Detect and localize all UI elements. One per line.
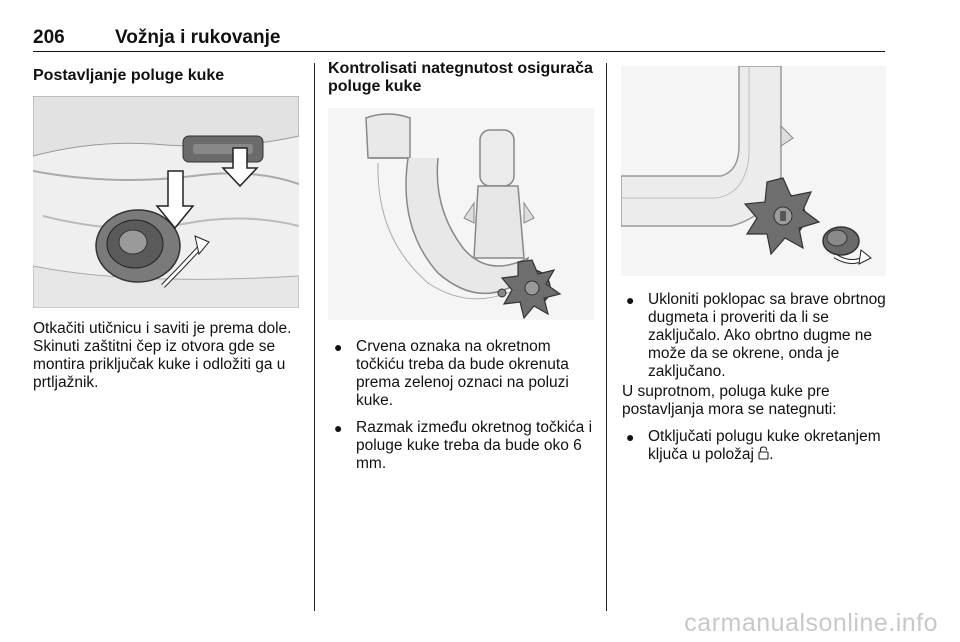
- list-item: ● Otključati polugu kuke okretanjem ključa u položaj .: [626, 428, 881, 463]
- column-1: [33, 60, 299, 85]
- column-divider-right: [606, 63, 607, 611]
- tension-check-list: [330, 338, 596, 482]
- install-paragraph: Otkačiti utičnicu i saviti je prema dole. Skinuti zaštitni čep iz otvora gde se montira priključak kuke i odložiti ga u prtljažnik.: [33, 320, 292, 391]
- unlock-symbol-icon: [758, 446, 769, 463]
- bullet-dot-icon: ●: [626, 292, 635, 308]
- page-header: [33, 25, 885, 52]
- page-number: 206: [33, 27, 65, 48]
- figure-knob-lock-cap: [621, 66, 886, 276]
- watermark: carmanualsonline.info: [684, 609, 938, 637]
- figure-towbar-knob: [328, 108, 594, 320]
- bullet-dot-icon: ●: [334, 339, 343, 355]
- list-item: ● Crvena oznaka na okretnom točkiću treba da bude okrenuta prema zelenoj oznaci na poluzi kuke.: [334, 338, 569, 409]
- lock-check-list: [622, 291, 890, 390]
- list-item: ● Razmak između okretnog točkića i poluge kuke treba da bude oko 6 mm.: [334, 419, 593, 472]
- unlock-list: [622, 428, 890, 473]
- bullet-dot-icon: ●: [626, 429, 635, 445]
- otherwise-paragraph: U suprotnom, poluga kuke pre postavljanja mora se nategnuti:: [622, 383, 837, 418]
- column-2: [328, 60, 594, 96]
- figure-socket-under-bumper: [33, 96, 299, 308]
- bullet-dot-icon: ●: [334, 420, 343, 436]
- column-divider-left: [314, 63, 315, 611]
- section-heading-check-tension: Kontrolisati nategnutost osigurača poluge kuke: [328, 60, 593, 95]
- list-item: ● Ukloniti poklopac sa brave obrtnog dugmeta i proveriti da li se zaključalo. Ako obrtno dugme ne može da se okrene, onda je zaključano.: [626, 291, 886, 380]
- section-heading-install: Postavljanje poluge kuke: [33, 67, 225, 84]
- chapter-title: Vožnja i rukovanje: [115, 27, 281, 48]
